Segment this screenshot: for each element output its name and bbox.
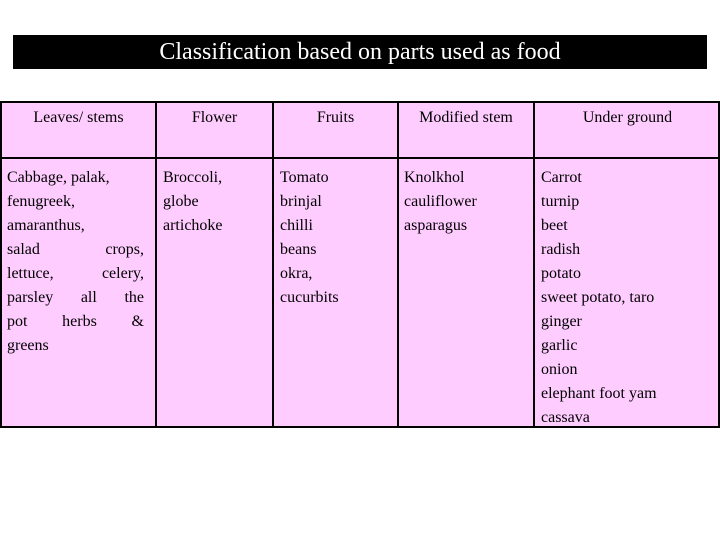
header-fruits: Fruits <box>316 109 355 126</box>
text-line: Cabbage, palak, <box>7 169 110 186</box>
text-line: turnip <box>541 193 580 210</box>
header-modified-stem: Modified stem <box>419 109 513 126</box>
text-line <box>7 310 144 334</box>
text-line: amaranthus, <box>7 217 85 234</box>
word: all <box>80 289 97 306</box>
cell-leaves-stems <box>7 166 144 358</box>
word: lettuce, <box>7 265 54 282</box>
header-flower: Flower <box>191 109 238 126</box>
text-line: globe <box>163 193 199 210</box>
header-leaves-stems: Leaves/ stems <box>33 109 124 126</box>
column-divider <box>155 103 157 426</box>
text-line: sweet potato, taro <box>541 289 655 306</box>
word: salad <box>7 241 40 258</box>
word: crops, <box>105 241 144 258</box>
text-line: potato <box>541 265 581 282</box>
word: herbs <box>62 313 97 330</box>
header-divider <box>2 157 718 159</box>
text-line: cucurbits <box>280 289 339 306</box>
column-divider <box>272 103 274 426</box>
text-line: radish <box>541 241 581 258</box>
text-line: asparagus <box>404 217 468 234</box>
text-line: Broccoli, <box>163 169 223 186</box>
text-line: garlic <box>541 337 578 354</box>
slide-title: Classification based on parts used as food <box>13 35 707 69</box>
text-line: greens <box>7 337 49 354</box>
cell-modified-stem <box>404 166 477 238</box>
text-line: beans <box>280 241 317 258</box>
text-line: fenugreek, <box>7 193 75 210</box>
cell-fruits <box>280 166 339 310</box>
word: & <box>131 313 144 330</box>
text-line: chilli <box>280 217 313 234</box>
column-divider <box>397 103 399 426</box>
column-divider <box>533 103 535 426</box>
text-line <box>7 286 144 310</box>
text-line <box>7 262 144 286</box>
word: celery, <box>101 265 144 282</box>
word: the <box>124 289 144 306</box>
cell-under-ground <box>541 166 657 430</box>
text-line: ginger <box>541 313 582 330</box>
text-line <box>7 238 144 262</box>
word: parsley <box>7 289 54 306</box>
cell-flower <box>163 166 223 238</box>
text-line: elephant foot yam <box>541 385 657 402</box>
classification-table <box>0 101 720 428</box>
text-line: okra, <box>280 265 313 282</box>
header-under-ground: Under ground <box>582 109 673 126</box>
text-line: Carrot <box>541 169 582 186</box>
text-line: cauliflower <box>404 193 477 210</box>
word: pot <box>7 313 28 330</box>
text-line: Knolkhol <box>404 169 465 186</box>
text-line: beet <box>541 217 568 234</box>
text-line: brinjal <box>280 193 322 210</box>
text-line: onion <box>541 361 578 378</box>
text-line: artichoke <box>163 217 223 234</box>
text-line: Tomato <box>280 169 329 186</box>
text-line: cassava <box>541 409 590 426</box>
